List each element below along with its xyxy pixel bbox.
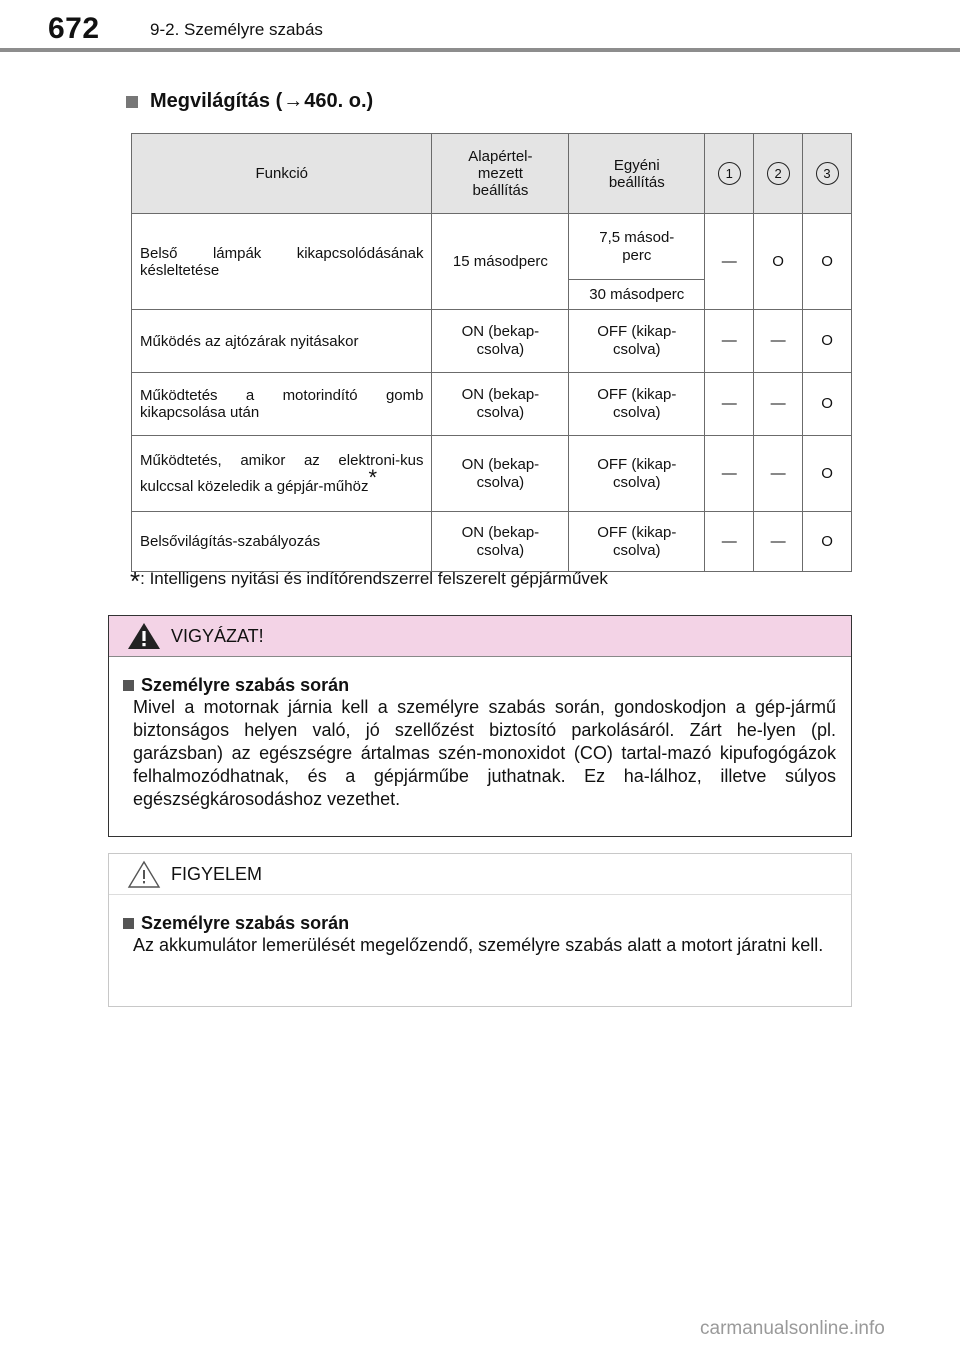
table-row [132,436,852,512]
row-label-text: Működtetés, amikor az elektroni-kus kulccsal közeledik a gépjár-műhöz [140,452,424,495]
header-custom [569,134,705,214]
notice-header [109,854,851,895]
square-bullet-icon [126,96,138,108]
table-row [132,373,852,436]
row-custom-text: OFF (kikap-csolva) [597,323,677,358]
row-custom [569,310,705,373]
header-custom-text: Egyéni beállítás [608,156,665,191]
row-custom [569,436,705,512]
caution-text: Mivel a motornak járnia kell a személyre szabás során, gondoskodjon a gép-jármű biztonságos helyen való, jó szellőzést biztosító parkolásáról. Zárt he-lyen (pl. garázsban) az egészségre ártalmas szén-monoxidot (CO) tartal-mazó kipufogógázok felhalmozódhatnak, és a gépjárműbe juthatnak. Ez ha-lálhoz, illetve súlyos egészségkárosodáshoz vezethet. [133,697,836,809]
header-divider [0,48,960,52]
row-default: 15 másodperc [432,214,569,310]
caution-title: VIGYÁZAT! [171,625,264,646]
row-default-text: ON (bekap-csolva) [461,523,540,559]
row-default [432,373,569,436]
header-default-text: Alapértel-mezett beállítás [468,148,533,199]
warning-outline-icon [127,860,161,888]
row-c2: — [754,436,803,512]
caution-box [108,615,852,837]
row-c2: O [754,214,803,310]
notice-text: Az akkumulátor lemerülését megelőzendő, személyre szabás alatt a motort járatni kell. [133,935,824,955]
notice-title: FIGYELEM [171,863,263,884]
row-default-text: ON (bekap-csolva) [461,455,540,491]
caution-subtitle-text: Személyre szabás során [141,675,350,695]
row-custom-text: OFF (kikap-csolva) [597,455,677,491]
notice-box [108,853,852,1007]
table-header-row [132,134,852,214]
row-default [432,310,569,373]
watermark: carmanualsonline.info [700,1318,885,1339]
row-c3: O [803,214,852,310]
row-default [432,512,569,572]
row-c1: — [705,512,754,572]
row-c1: — [705,436,754,512]
row-custom [569,373,705,436]
row-default-text: ON (bekap-csolva) [461,386,540,421]
row-custom-text: 7,5 másod-perc [599,228,675,264]
square-bullet-icon [123,680,134,691]
row-label: Működés az ajtózárak nyitásakor [132,310,432,373]
table-row [132,310,852,373]
warning-icon [127,622,161,650]
row-default-text: ON (bekap-csolva) [461,323,540,358]
row-label: Belsővilágítás-szabályozás [132,512,432,572]
section-title [126,90,373,113]
row-c3: O [803,512,852,572]
footnote [130,566,608,597]
row-c1: — [705,310,754,373]
square-bullet-icon [123,918,134,929]
row-custom-2: 30 másodperc [569,280,705,310]
table-row [132,512,852,572]
caution-subtitle [123,675,837,696]
section-page-ref: 460. o.) [304,90,374,112]
caution-header [109,616,851,657]
row-label: Működtetés a motorindító gomb kikapcsolása után [132,373,432,436]
row-label: Belső lámpák kikapcsolódásának késleltetése [132,214,432,310]
footnote-star: * [368,465,378,490]
section-title-text: Megvilágítás ( [150,90,283,112]
notice-subtitle-text: Személyre szabás során [141,913,350,933]
chapter-title: 9-2. Személyre szabás [150,20,323,39]
row-c3: O [803,373,852,436]
row-custom [569,214,705,280]
arrow-icon: → [283,90,304,112]
row-custom [569,512,705,572]
row-custom-text: OFF (kikap-csolva) [597,386,677,421]
header-function: Funkció [132,134,432,214]
notice-subtitle [123,913,837,934]
page-number: 672 [48,12,100,45]
circled-1-icon: 1 [718,162,741,185]
row-custom-text: OFF (kikap-csolva) [597,523,677,559]
header-col-2 [754,134,803,214]
row-c2: — [754,512,803,572]
header-col-3 [803,134,852,214]
circled-3-icon: 3 [816,162,839,185]
row-default [432,436,569,512]
footnote-star: * [130,566,141,596]
table-row [132,214,852,280]
row-c1: — [705,373,754,436]
row-c3: O [803,436,852,512]
row-c3: O [803,310,852,373]
row-label [132,436,432,512]
row-c2: — [754,310,803,373]
footnote-text: : Intelligens nyitási és indítórendszerrel felszerelt gépjárművek [140,569,608,588]
header-col-1 [705,134,754,214]
settings-table [131,133,852,572]
row-c1: — [705,214,754,310]
row-c2: — [754,373,803,436]
header-default [432,134,569,214]
circled-2-icon: 2 [767,162,790,185]
